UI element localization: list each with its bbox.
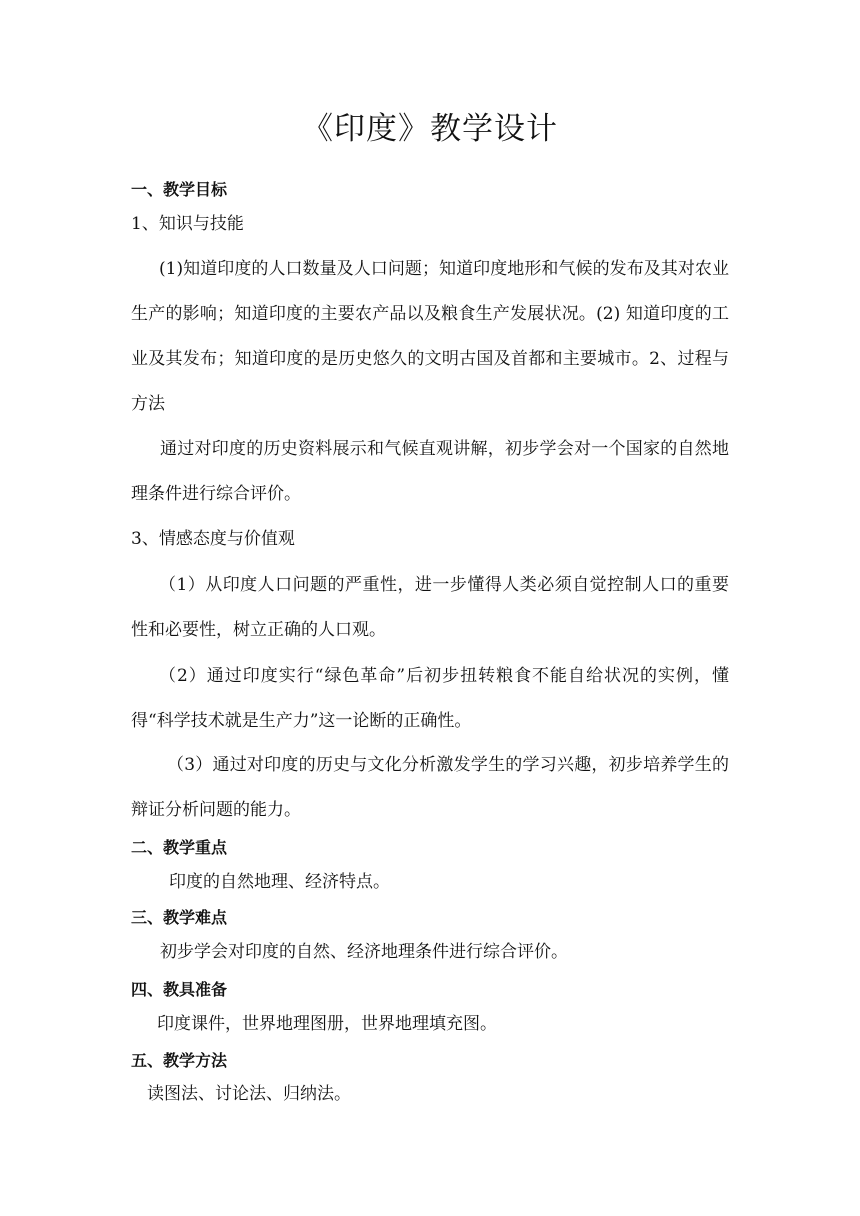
paragraph-process — [131, 427, 729, 517]
paragraph-attitude-2 — [131, 654, 729, 744]
paragraph-attitude-3 — [131, 743, 729, 833]
difficulties-text: 初步学会对印度的自然、经济地理条件进行综合评价。 — [160, 942, 568, 962]
document-title: 《印度》教学设计 — [302, 111, 558, 147]
subheading-knowledge: 1、知识与技能 — [131, 214, 244, 234]
knowledge-text: (1)知道印度的人口数量及人口问题；知道印度地形和气候的发布及其对农业生产的影响；知道印度的主要农产品以及粮食生产发展状况。(2) 知道印度的工业及其发布；知道印度的是历史悠久的文明古国及首都和主要城市。2、过程与方法 — [131, 259, 729, 414]
section-heading-objectives: 一、教学目标 — [131, 180, 228, 199]
paragraph-attitude-1 — [131, 563, 729, 653]
section-heading-methods: 五、教学方法 — [131, 1051, 228, 1070]
section-heading-materials: 四、教具准备 — [131, 980, 228, 999]
attitude-3-text: （3）通过对印度的历史与文化分析激发学生的学习兴趣，初步培养学生的辩证分析问题的能力。 — [131, 755, 729, 820]
methods-text: 读图法、讨论法、归纳法。 — [147, 1084, 351, 1104]
materials-text: 印度课件，世界地理图册，世界地理填充图。 — [157, 1014, 497, 1034]
section-heading-key-points: 二、教学重点 — [131, 838, 228, 857]
section-heading-difficulties: 三、教学难点 — [131, 908, 228, 927]
paragraph-knowledge — [131, 247, 729, 427]
subheading-attitude: 3、情感态度与价值观 — [131, 529, 295, 549]
key-points-text: 印度的自然地理、经济特点。 — [169, 872, 390, 892]
process-text: 通过对印度的历史资料展示和气候直观讲解，初步学会对一个国家的自然地理条件进行综合评价。 — [131, 439, 729, 504]
attitude-2-text: （2）通过印度实行“绿色革命”后初步扭转粮食不能自给状况的实例，懂得“科学技术就是生产力”这一论断的正确性。 — [131, 666, 729, 731]
attitude-1-text: （1）从印度人口问题的严重性，进一步懂得人类必须自觉控制人口的重要性和必要性，树立正确的人口观。 — [131, 575, 729, 640]
